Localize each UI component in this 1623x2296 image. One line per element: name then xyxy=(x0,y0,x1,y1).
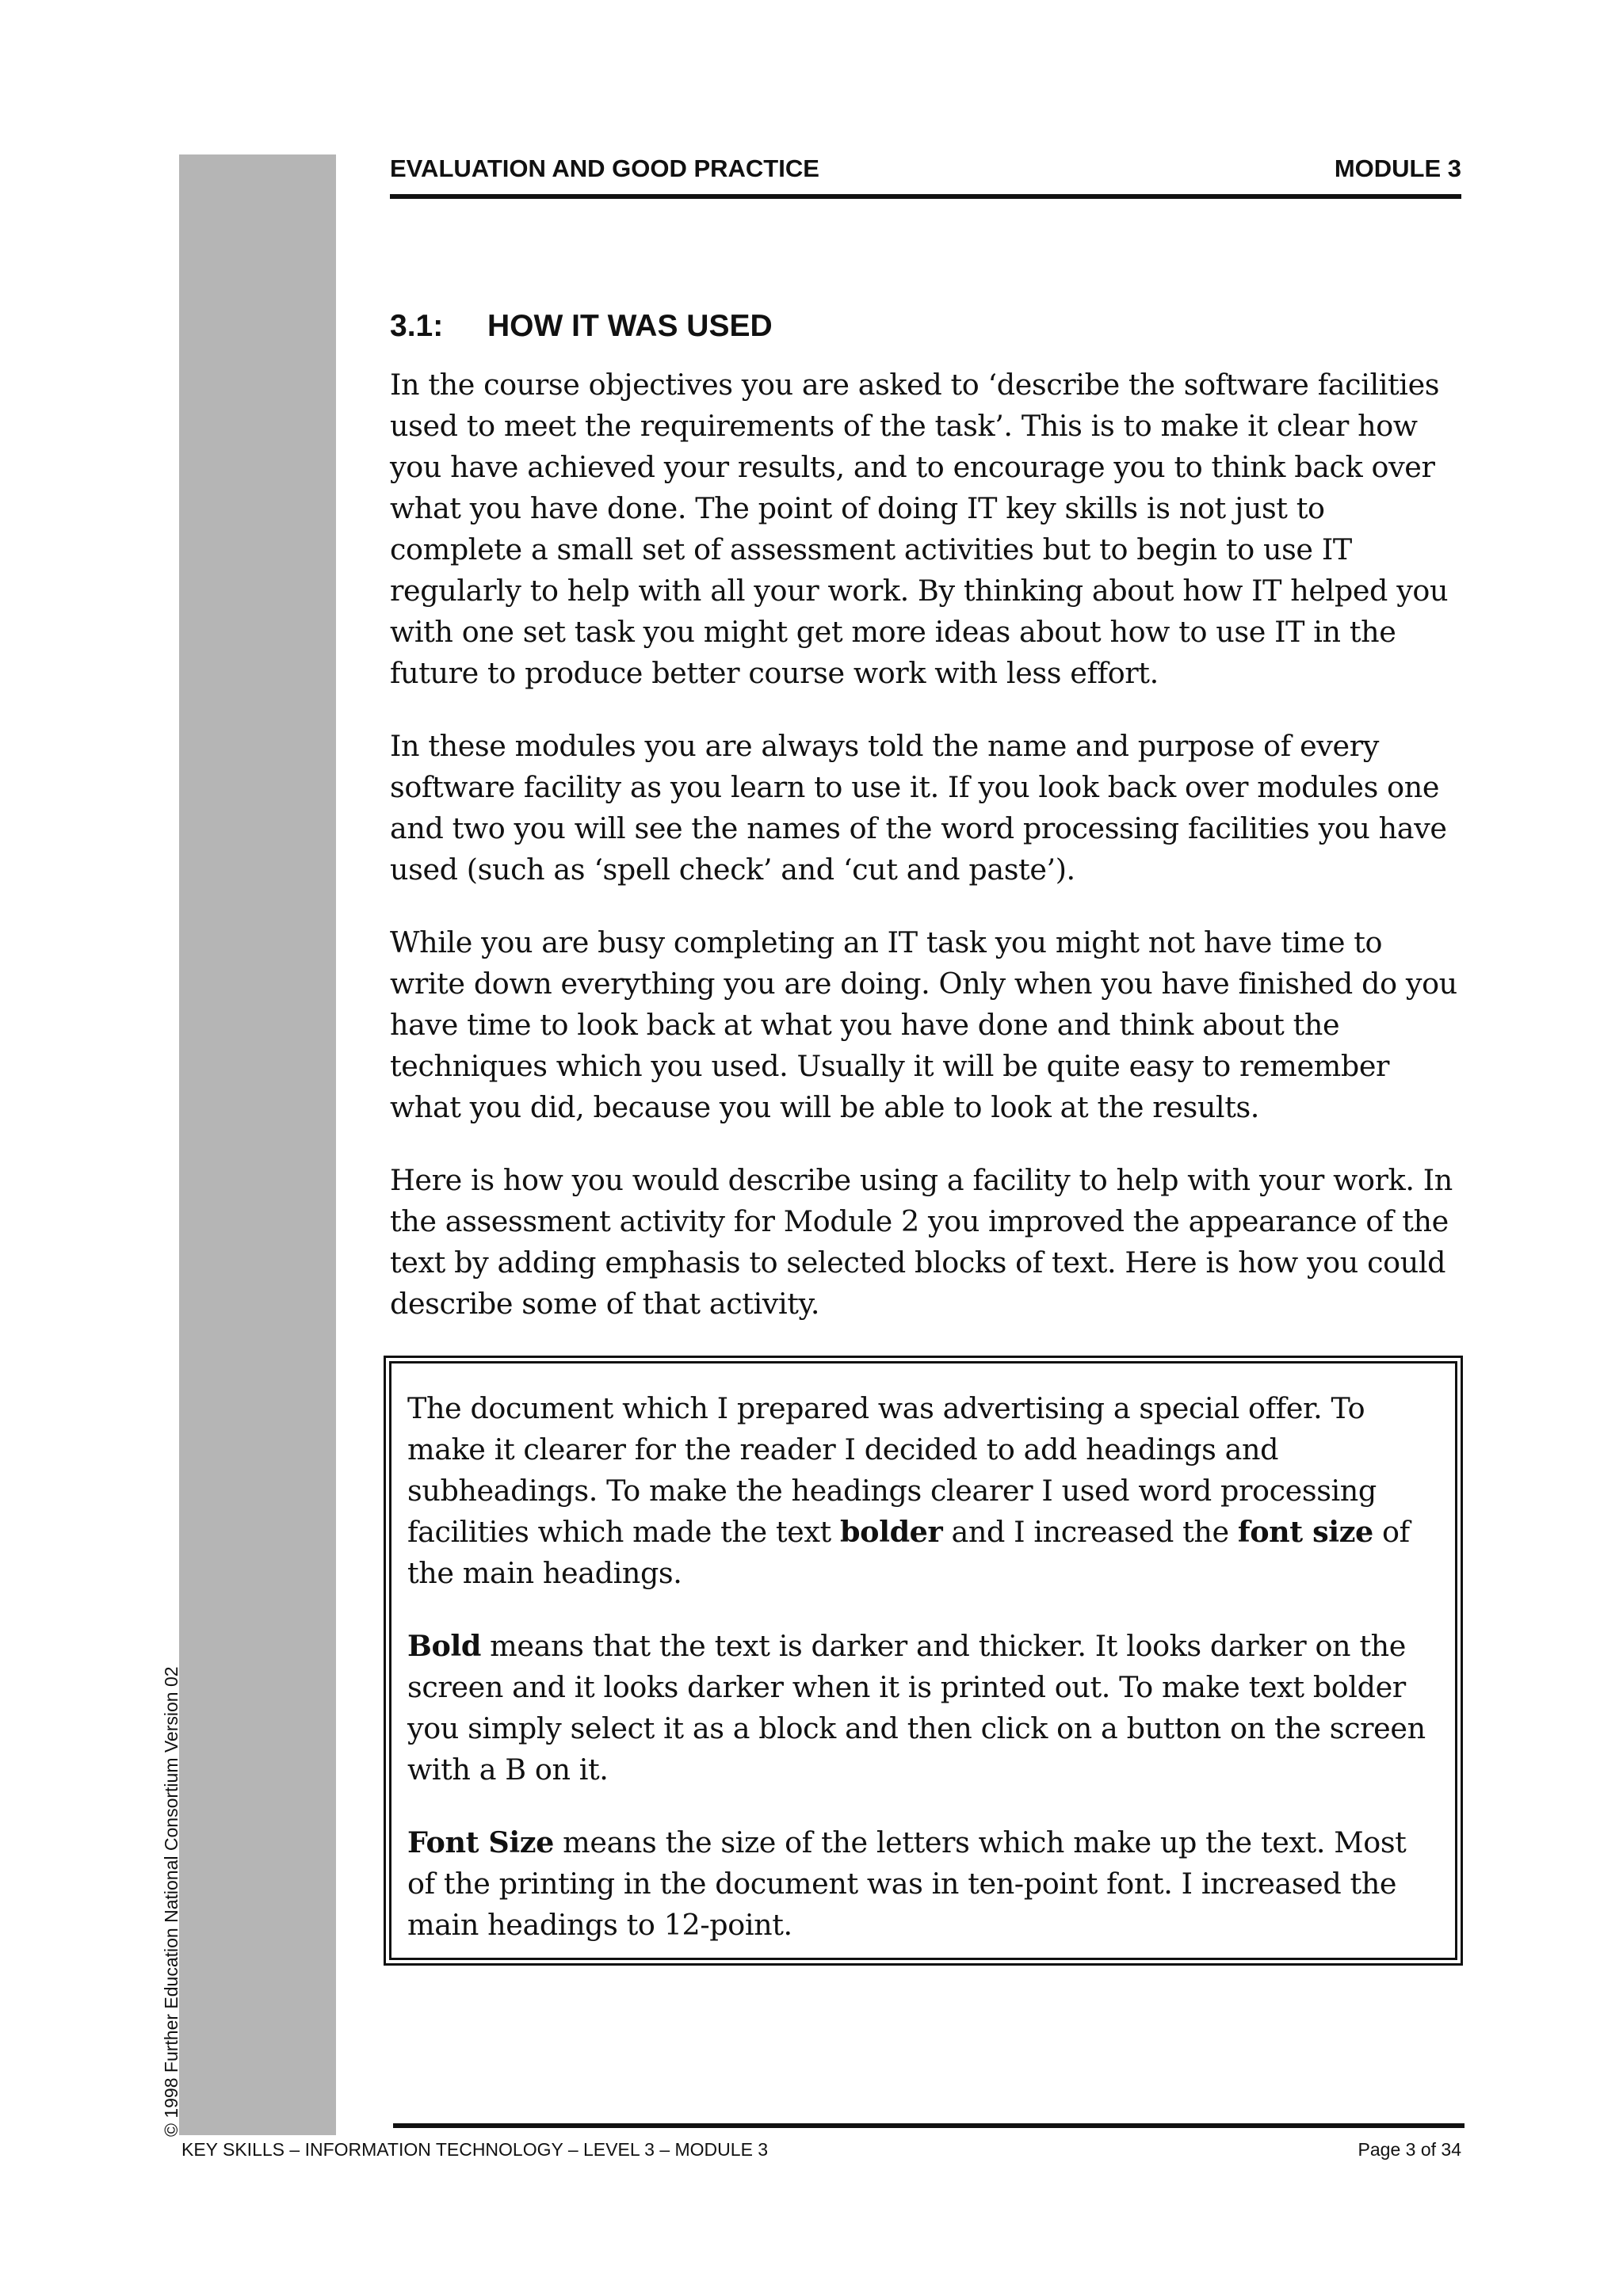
example-box-text xyxy=(407,1388,1438,1978)
page-header xyxy=(390,154,1461,186)
bold-term: bolder xyxy=(840,1515,943,1549)
bold-term: font size xyxy=(1237,1515,1373,1549)
paragraph: In the course objectives you are asked to ‘describe the software facilities used to meet the requirements of the task’. This is to make it clear how you have achieved your results, and to encourage you to think back over what you have done. The point of doing IT key skills is not just to complete a small set of assessment activities but to begin to use IT regularly to help with all your work. By thinking about how IT helped you with one set task you might get more ideas about how to use IT in the future to produce better course work with less effort. xyxy=(390,368,1449,690)
text-run: The document which I prepared was advertising a special offer. To make it clearer for the reader I decided to add headings and subheadings. To make the headings clearer I used word processing facilities which made the text xyxy=(407,1391,1377,1549)
text-run: means that the text is darker and thicker. It looks darker on the screen and it looks darker when it is printed out. To make text bolder you simply select it as a block and then click on a button on the screen with a B on it. xyxy=(407,1629,1426,1787)
example-box xyxy=(384,1356,1463,1966)
body-text xyxy=(390,364,1465,1356)
header-rule xyxy=(390,194,1461,199)
bold-term: Bold xyxy=(407,1629,481,1663)
text-run: and I increased the xyxy=(942,1515,1238,1549)
copyright-notice: © 1998 Further Education National Consortium Version 02 xyxy=(161,1666,181,2137)
example-paragraph xyxy=(407,1822,1438,1946)
paragraph: In these modules you are always told the name and purpose of every software facility as you learn to use it. If you look back over modules one and two you will see the names of the word processing facilities you have used (such as ‘spell check’ and ‘cut and paste’). xyxy=(390,729,1447,887)
bold-term: Font Size xyxy=(407,1825,554,1859)
header-module: MODULE 3 xyxy=(1334,154,1461,182)
text-run: of the main headings. xyxy=(407,1515,1410,1590)
section-number: 3.1: xyxy=(390,309,444,343)
section-title: HOW IT WAS USED xyxy=(487,309,773,343)
paragraph: Here is how you would describe using a facility to help with your work. In the assessment activity for Module 2 you improved the appearance of the text by adding emphasis to selected blocks of text. Here is how you could describe some of that activity. xyxy=(390,1163,1453,1321)
section-heading xyxy=(390,309,773,344)
footer-page-number: Page 3 of 34 xyxy=(1358,2139,1461,2160)
paragraph: While you are busy completing an IT task you might not have time to write down everything you are doing. Only when you have finished do you have time to look back at what you have done and think about the techniques which you used. Usually it will be quite easy to remember what you did, because you will be able to look at the results. xyxy=(390,925,1457,1124)
example-paragraph xyxy=(407,1626,1438,1791)
example-paragraph xyxy=(407,1388,1438,1594)
page-sidebar-band xyxy=(179,154,336,2135)
text-run: means the size of the letters which make up the text. Most of the printing in the document was in ten-point font. I increased the main headings to 12-point. xyxy=(407,1825,1407,1942)
header-title: EVALUATION AND GOOD PRACTICE xyxy=(390,154,819,182)
footer-course-title: KEY SKILLS – INFORMATION TECHNOLOGY – LEVEL 3 – MODULE 3 xyxy=(181,2139,769,2160)
footer-rule xyxy=(393,2123,1465,2128)
